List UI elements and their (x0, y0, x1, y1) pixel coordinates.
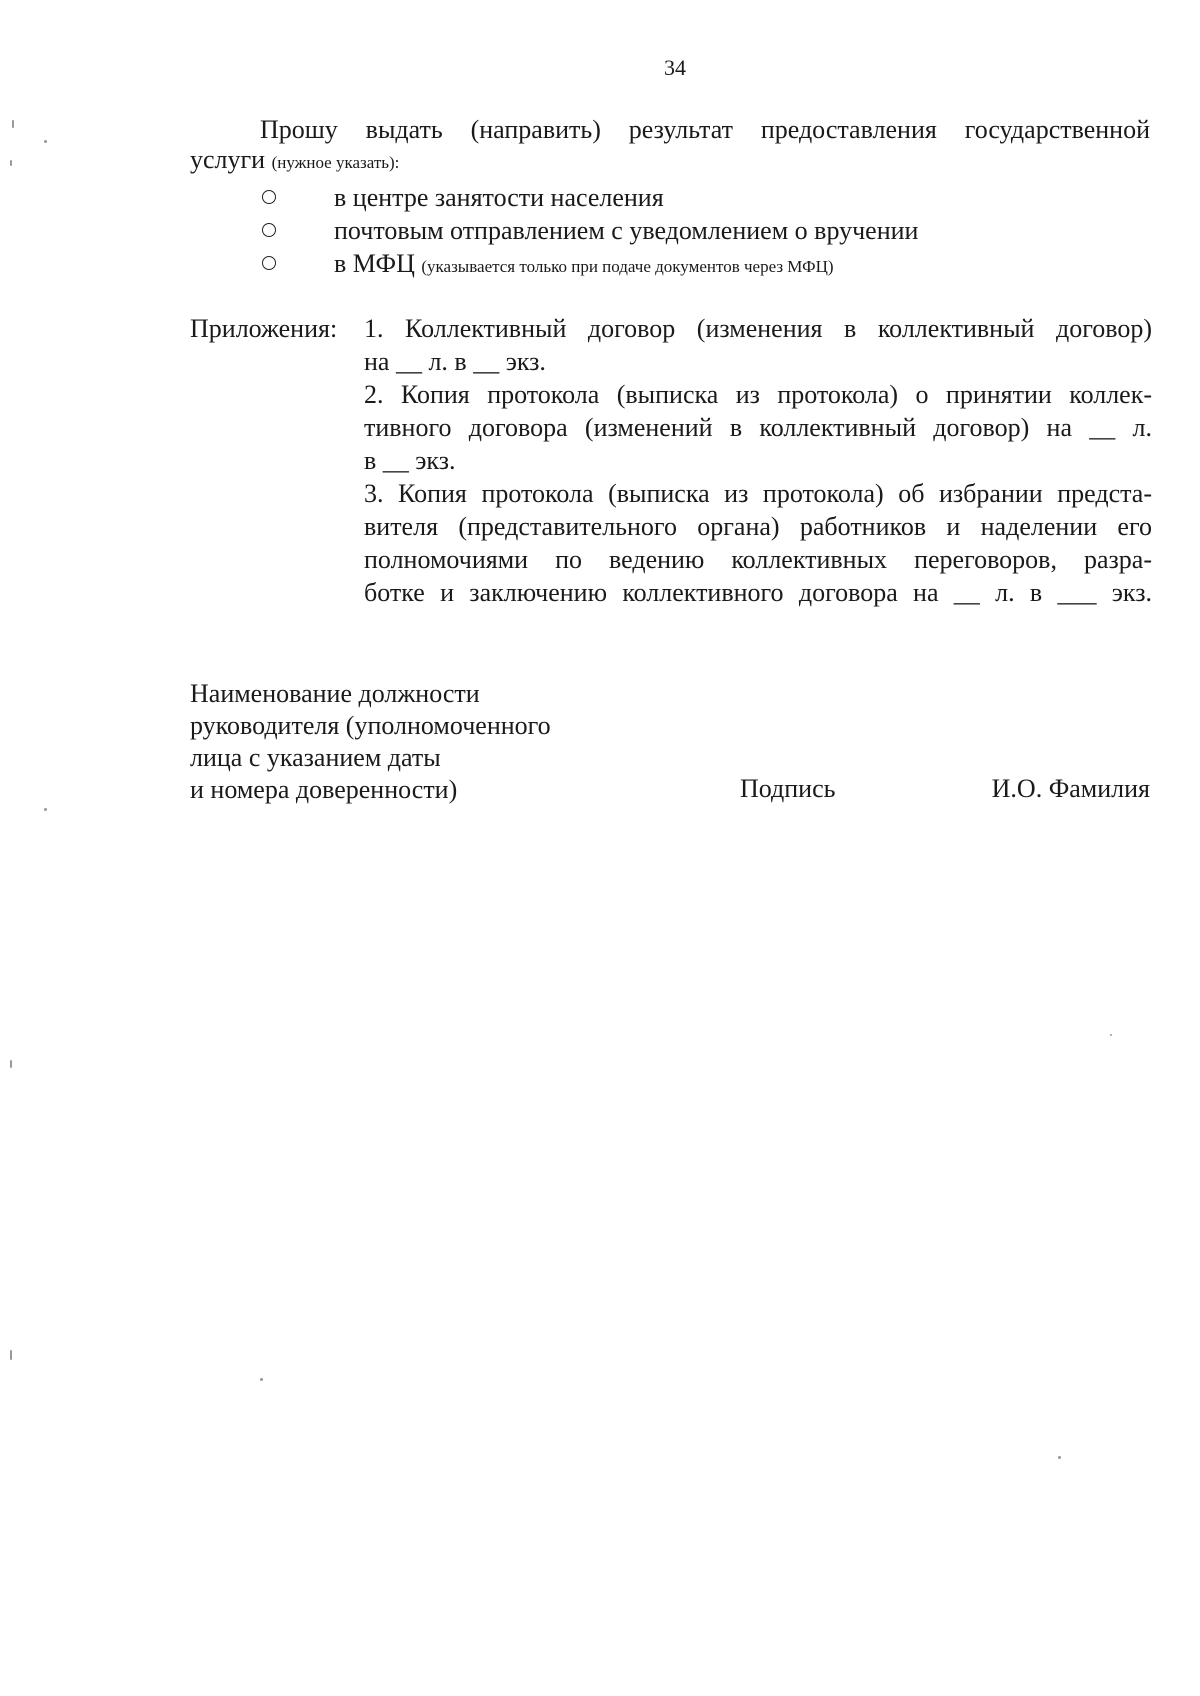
attachment-line: ботке и заключению коллективного договора на __ л. в ___ экз. (364, 578, 1152, 607)
radio-circle-icon[interactable] (262, 223, 276, 237)
option-mfc[interactable] (0, 249, 1200, 282)
scan-speck (260, 1378, 263, 1381)
attachment-item-2 (364, 378, 1152, 477)
request-line-2-note: (нужное указать): (271, 153, 400, 172)
attachment-line: тивного договора (изменений в коллективный договор) на __ л. (364, 413, 1152, 442)
attachment-line: 1. Коллективный договор (изменения в коллективный договор) (364, 314, 1152, 343)
name-label: И.О. Фамилия (991, 774, 1150, 803)
attachment-line: вителя (представительного органа) работников и наделении его (364, 512, 1152, 541)
position-line: руководителя (уполномоченного (190, 711, 551, 740)
option-note: (указывается только при подаче документов через МФЦ) (421, 257, 834, 276)
request-line-2-main: услуги (190, 145, 266, 174)
scan-speck (10, 1060, 12, 1068)
option-employment-center[interactable] (0, 183, 1200, 216)
scan-speck (10, 160, 12, 166)
request-line-1: Прошу выдать (направить) результат предоставления государственной (260, 115, 1150, 144)
attachment-line: полномочиями по ведению коллективных переговоров, разра- (364, 545, 1152, 574)
attachments-label: Приложения: (190, 314, 338, 343)
scan-speck (1058, 1456, 1061, 1459)
attachment-line: на __ л. в __ экз. (364, 347, 546, 376)
page-number: 34 (664, 55, 686, 80)
scan-speck (44, 140, 47, 143)
scan-speck (1110, 1034, 1112, 1036)
delivery-options (0, 183, 1200, 282)
radio-circle-icon[interactable] (262, 190, 276, 204)
attachment-line: 3. Копия протокола (выписка из протокола) об избрании предста- (364, 479, 1152, 508)
request-paragraph (190, 113, 1150, 180)
position-line: лица с указанием даты (190, 743, 441, 772)
attachment-line: 2. Копия протокола (выписка из протокола) о принятии коллек- (364, 380, 1152, 409)
signature-label: Подпись (740, 774, 836, 803)
request-line-2 (190, 143, 1150, 180)
signatory-position (190, 678, 551, 806)
scan-speck (44, 808, 47, 811)
attachment-item-1 (364, 312, 1152, 378)
attachment-line: в __ экз. (364, 446, 456, 475)
position-line: и номера доверенности) (190, 775, 458, 804)
scan-speck (12, 120, 14, 128)
option-postal[interactable] (0, 216, 1200, 249)
attachments-list (364, 312, 1152, 609)
radio-circle-icon[interactable] (262, 256, 276, 270)
position-line: Наименование должности (190, 679, 480, 708)
attachment-item-3 (364, 477, 1152, 609)
scan-speck (10, 1350, 12, 1360)
option-text: почтовым отправлением с уведомлением о вручении (334, 216, 919, 245)
option-text: в МФЦ (указывается только при подаче документов через МФЦ) (334, 249, 834, 278)
option-text: в центре занятости населения (334, 183, 664, 212)
